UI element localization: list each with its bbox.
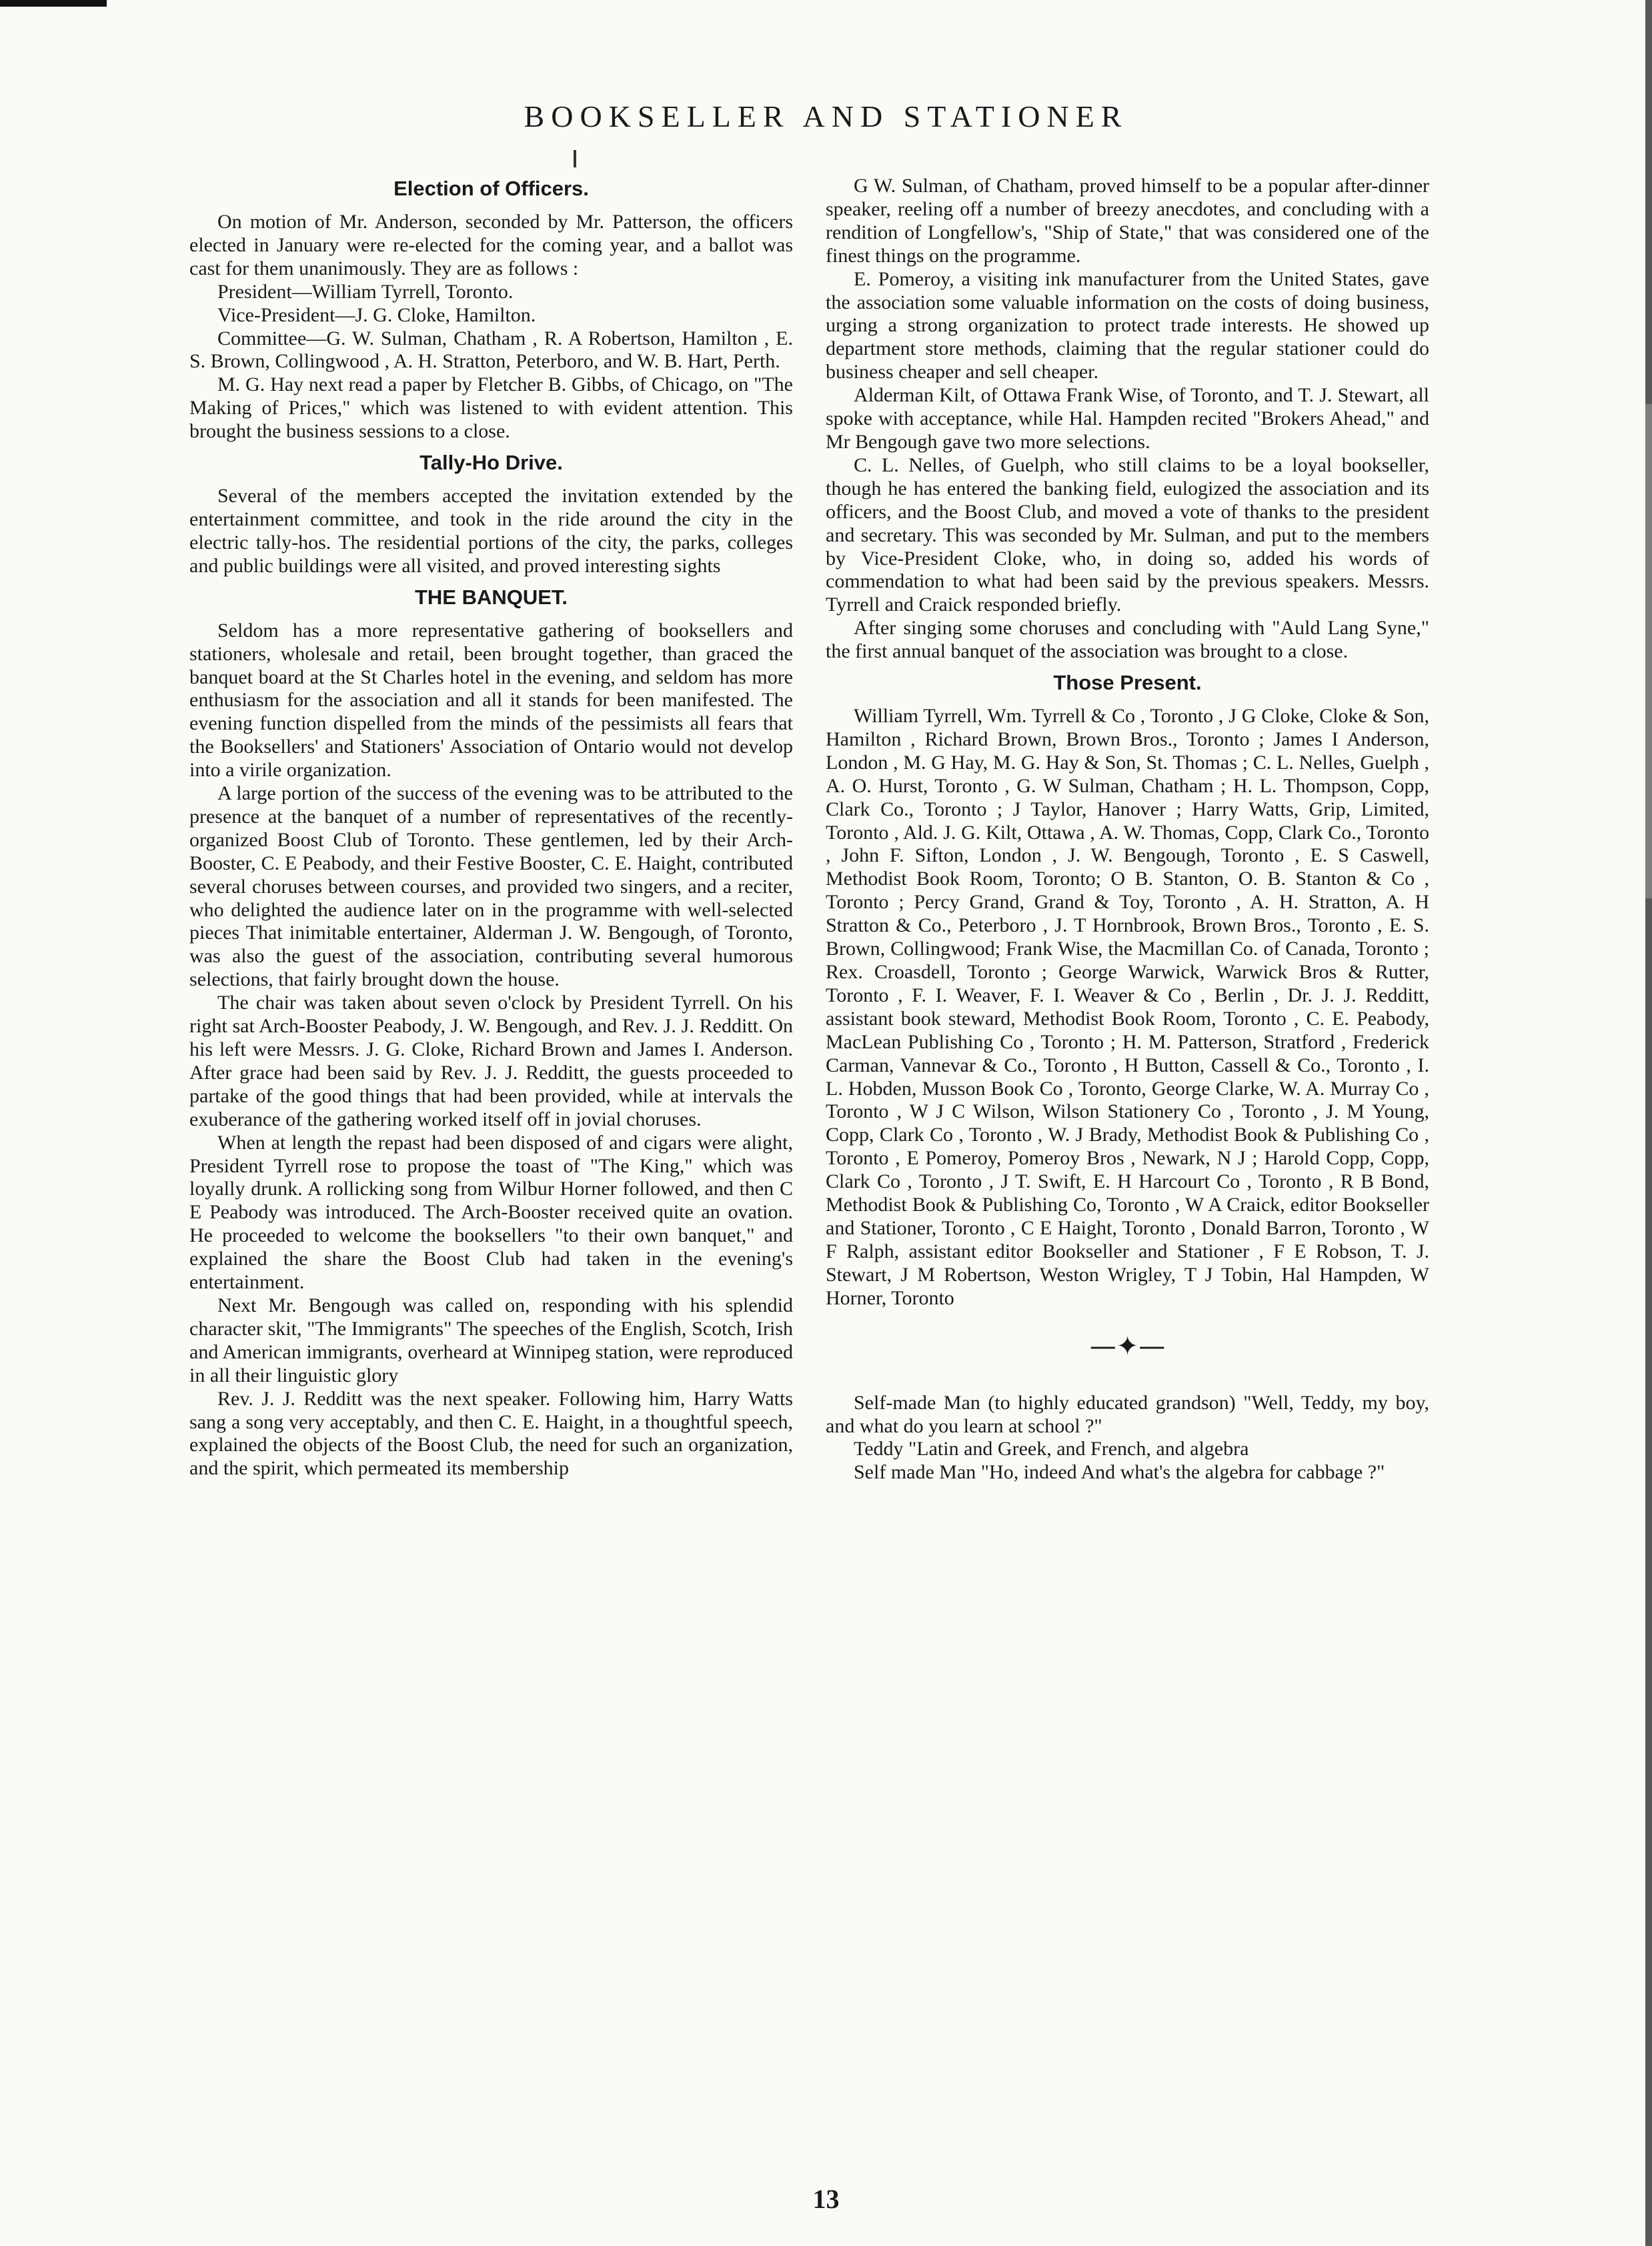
- tally-ho-heading: Tally-Ho Drive.: [420, 451, 563, 475]
- officer-president: President—William Tyrrell, Toronto.: [217, 280, 514, 303]
- page-edge-shadow: [1645, 0, 1652, 2246]
- officer-vice-president: Vice-President—J. G. Cloke, Hamilton.: [217, 303, 536, 326]
- tally-ho-paragraph: Several of the members accepted the invitation extended by the entertainment committee, and took in the ride around the city in the electric tally-hos. The residential portions of the city, the parks, colleges and public buildings were all visited, and proved interesting sights: [189, 485, 793, 577]
- those-present-list: William Tyrrell, Wm. Tyrrell & Co , Toronto , J G Cloke, Cloke & Son, Hamilton , Richard Brown, Brown Bros., Toronto ; James I Anderson, London , M. G Hay, M. G. Hay & Son, St. Thomas ; C. L. Nelles, Guelph , A. O. Hurst, Toronto , G. W Sulman, Chatham ; H. L. Thompson, Copp, Clark Co., Toronto ; J Taylor, Hanover ; Harry Watts, Grip, Limited, Toronto , Ald. J. G. Kilt, Ottawa , A. W. Thomas, Copp, Clark Co., Toronto , John F. Sifton, London , J. W. Bengough, Toronto , E. S Caswell, Methodist Book Room, Toronto; O B. Stanton, O. B. Stanton & Co , Toronto ; Percy Grand, Grand & Toy, Toronto , A. H. Stratton, A. H Stratton & Co., Peterboro , J. T Hornbrook, Brown Bros., Toronto , E. S. Brown, Collingwood; Frank Wise, the Macmillan Co. of Canada, Toronto ; Rex. Croasdell, Toronto ; George Warwick, Warwick Bros & Rutter, Toronto , F. I. Weaver, F. I. Weaver & Co , Berlin , Dr. J. J. Redditt, assistant book steward, Methodist Book Room, Toronto , C. E. Peabody, MacLean Publishing Co , Toronto ; H. M. Patterson, Stratford , Frederick Carman, Vannevar & Co., Toronto , H Button, Cassell & Co., Toronto , I. L. Hobden, Musson Book Co , Toronto, George Clarke, W. A. Murray Co , Toronto , W J C Wilson, Wilson Stationery Co , Toronto , J. M Young, Copp, Clark Co , Toronto , W. J Brady, Methodist Book & Publishing Co , Toronto , E Pomeroy, Pomeroy Bros , Newark, N J ; Harold Copp, Copp, Clark Co , Toronto , J T. Swift, E. H Harcourt Co , Toronto , R B Bond, Methodist Book & Publishing Co, Toronto , W A Craick, editor Bookseller and Stationer, Toronto , C E Haight, Toronto , Donald Barron, Toronto , W F Ralph, assistant editor Bookseller and Stationer , F E Robson, T. J. Stewart, J M Robertson, Weston Wrigley, T J Tobin, Hal Hampden, W Horner, Toronto: [826, 705, 1429, 1309]
- paper-paragraph: M. G. Hay next read a paper by Fletcher B. Gibbs, of Chicago, on "The Making of Prices," which was listened to with evident attention. This brought the business sessions to a close.: [189, 373, 793, 443]
- banquet-continued-paragraph: G W. Sulman, of Chatham, proved himself to be a popular after-dinner speaker, reeling off a number of breezy anecdotes, and concluding with a rendition of Longfellow's, "Ship of State," that was considered one of the finest things on the programme.: [826, 175, 1429, 267]
- banquet-continued-paragraph: C. L. Nelles, of Guelph, who still claims to be a loyal bookseller, though he has entered the banking field, eulogized the association and its officers, and the Boost Club, and moved a vote of thanks to the president and secretary. This was seconded by Mr. Sulman, and put to the members by Vice-President Cloke, who, in doing so, added his words of commendation to what had been said by the previous speakers. Messrs. Tyrrell and Craick responded briefly.: [826, 453, 1429, 616]
- section-ornament: —✦—: [1089, 1330, 1166, 1362]
- banquet-paragraph: Rev. J. J. Redditt was the next speaker. Following him, Harry Watts sang a song very acceptably, and then C. E. Haight, in a thoughtful speech, explained the objects of the Boost Club, the need for such an organization, and the spirit, which permeated its membership: [189, 1387, 793, 1480]
- left-column: [189, 175, 793, 1480]
- those-present-heading: Those Present.: [1053, 671, 1202, 695]
- banquet-heading: THE BANQUET.: [414, 585, 568, 609]
- banquet-continued-paragraph: E. Pomeroy, a visiting ink manufacturer from the United States, gave the association some valuable information on the costs of doing business, urging a strong organization to protect trade interests. He showed up department store methods, claiming that the regular stationer could do business cheaper and sell cheaper.: [826, 267, 1429, 383]
- corner-scan-mark: [0, 0, 107, 7]
- banquet-paragraph: A large portion of the success of the evening was to be attributed to the presence at the banquet of a number of representatives of the recently-organized Boost Club of Toronto. These gentlemen, led by their Arch-Booster, C. E Peabody, and their Festive Booster, C. E. Haight, contributed several choruses between courses, and provided two singers, and a reciter, who delighted the audience later on in the programme with well-selected pieces That inimitable entertainer, Alderman J. W. Bengough, of Toronto, was also the guest of the association, contributing several humorous selections, that fairly brought down the house.: [189, 782, 793, 991]
- banquet-continued-paragraph: Alderman Kilt, of Ottawa Frank Wise, of Toronto, and T. J. Stewart, all spoke with acceptance, while Hal. Hampden recited "Brokers Ahead," and Mr Bengough gave two more selections.: [826, 384, 1429, 453]
- anecdote-paragraph: Self-made Man (to highly educated grandson) "Well, Teddy, my boy, and what do you learn at school ?": [826, 1391, 1429, 1437]
- election-intro: On motion of Mr. Anderson, seconded by Mr. Patterson, the officers elected in January were re-elected for the coming year, and a ballot was cast for them unanimously. They are as follows :: [189, 211, 793, 279]
- banquet-paragraph: When at length the repast had been disposed of and cigars were alight, President Tyrrell rose to propose the toast of "The King," which was loyally drunk. A rollicking song from Wilbur Horner followed, and then C E Peabody was introduced. The Arch-Booster received quite an ovation. He proceeded to welcome the booksellers "to their own banquet," and explained the share the Boost Club had taken in the evening's entertainment.: [189, 1131, 793, 1294]
- banquet-paragraph: Seldom has a more representative gathering of booksellers and stationers, wholesale and retail, been brought together, than graced the banquet board at the St Charles hotel in the evening, and seldom has more enthusiasm for the association and all it stands for been manifested. The evening function dispelled from the minds of the pessimists all fears that the Booksellers' and Stationers' Association of Ontario would not develop into a virile organization.: [189, 619, 793, 782]
- banquet-continued-paragraph: After singing some choruses and concluding with "Auld Lang Syne," the first annual banquet of the association was brought to a close.: [826, 617, 1429, 663]
- page-number: 13: [812, 2184, 840, 2214]
- running-head: BOOKSELLER AND STATIONER: [524, 99, 1128, 133]
- banquet-paragraph: Next Mr. Bengough was called on, responding with his splendid character skit, "The Immigrants" The speeches of the English, Scotch, Irish and American immigrants, overheard at Winnipeg station, were reproduced in all their linguistic glory: [189, 1294, 793, 1386]
- head-ornament-rule: [574, 150, 576, 167]
- banquet-paragraph: The chair was taken about seven o'clock by President Tyrrell. On his right sat Arch-Booster Peabody, J. W. Bengough, and Rev. J. J. Redditt. On his left were Messrs. J. G. Cloke, Richard Brown and James I. Anderson. After grace had been said by Rev. J. J. Redditt, the guests proceeded to partake of the good things that had been provided, while at intervals the exuberance of the gathering worked itself off in jovial choruses.: [189, 992, 793, 1130]
- anecdote-paragraph: Self made Man "Ho, indeed And what's the algebra for cabbage ?": [854, 1461, 1385, 1484]
- election-heading: Election of Officers.: [393, 177, 589, 200]
- officer-committee: Committee—G. W. Sulman, Chatham , R. A Robertson, Hamilton , E. S. Brown, Collingwood , A. H. Stratton, Peterboro, and W. B. Hart, Perth.: [189, 327, 793, 373]
- right-column: [826, 175, 1429, 1484]
- anecdote-paragraph: Teddy "Latin and Greek, and French, and algebra: [854, 1438, 1249, 1460]
